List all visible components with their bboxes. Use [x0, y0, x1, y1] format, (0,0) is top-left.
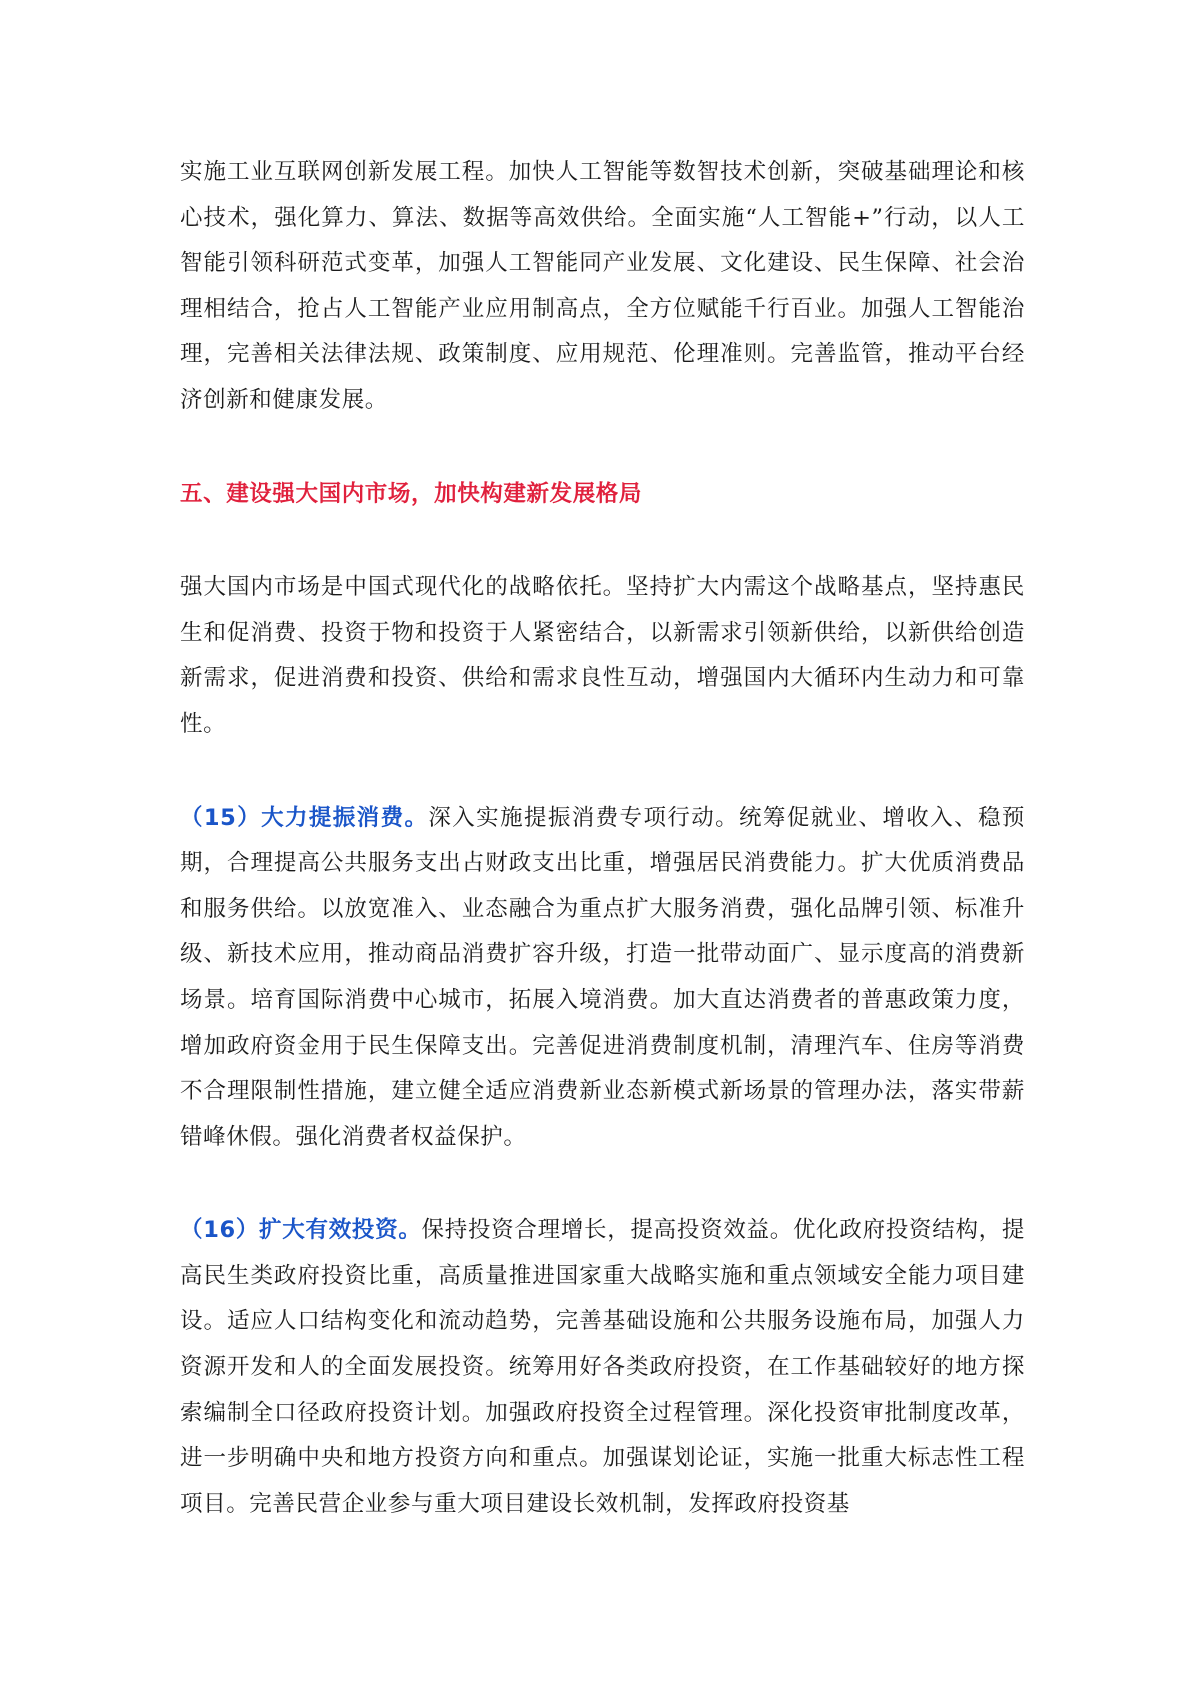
paragraph-item-16 — [180, 1208, 1025, 1527]
item-15-body: 深入实施提振消费专项行动。统筹促就业、增收入、稳预期，合理提高公共服务支出占财政支出比重，增强居民消费能力。扩大优质消费品和服务供给。以放宽准入、业态融合为重点扩大服务消费，强化品牌引领、标准升级、新技术应用，推动商品消费扩容升级，打造一批带动面广、显示度高的消费新场景。培育国际消费中心城市，拓展入境消费。加大直达消费者的普惠政策力度，增加政府资金用于民生保障支出。完善促进消费制度机制，清理汽车、住房等消费不合理限制性措施，建立健全适应消费新业态新模式新场景的管理办法，落实带薪错峰休假。强化消费者权益保护。 — [180, 804, 1025, 1150]
item-16-title: （16）扩大有效投资。 — [180, 1217, 422, 1244]
paragraph-domestic-market-intro: 强大国内市场是中国式现代化的战略依托。坚持扩大内需这个战略基点，坚持惠民生和促消费、投资于物和投资于人紧密结合，以新需求引领新供给，以新供给创造新需求，促进消费和投资、供给和需求良性互动，增强国内大循环内生动力和可靠性。 — [180, 574, 1025, 737]
item-16-body: 保持投资合理增长，提高投资效益。优化政府投资结构，提高民生类政府投资比重，高质量推进国家重大战略实施和重点领域安全能力项目建设。适应人口结构变化和流动趋势，完善基础设施和公共服务设施布局，加强人力资源开发和人的全面发展投资。统筹用好各类政府投资，在工作基础较好的地方探索编制全口径政府投资计划。加强政府投资全过程管理。深化投资审批制度改革，进一步明确中央和地方投资方向和重点。加强谋划论证，实施一批重大标志性工程项目。完善民营企业参与重大项目建设长效机制，发挥政府投资基 — [180, 1217, 1025, 1517]
item-15-title: （15）大力提振消费。 — [180, 804, 429, 831]
paragraph-ai-innovation: 实施工业互联网创新发展工程。加快人工智能等数智技术创新，突破基础理论和核心技术，强化算力、算法、数据等高效供给。全面实施“人工智能+”行动，以人工智能引领科研范式变革，加强人工智能同产业发展、文化建设、民生保障、社会治理相结合，抢占人工智能产业应用制高点，全方位赋能千行百业。加强人工智能治理，完善相关法律法规、政策制度、应用规范、伦理准则。完善监管，推动平台经济创新和健康发展。 — [180, 159, 1025, 413]
section-heading-domestic-market: 五、建设强大国内市场，加快构建新发展格局 — [180, 480, 643, 507]
document-page — [180, 150, 1025, 1527]
paragraph-item-15 — [180, 796, 1025, 1161]
